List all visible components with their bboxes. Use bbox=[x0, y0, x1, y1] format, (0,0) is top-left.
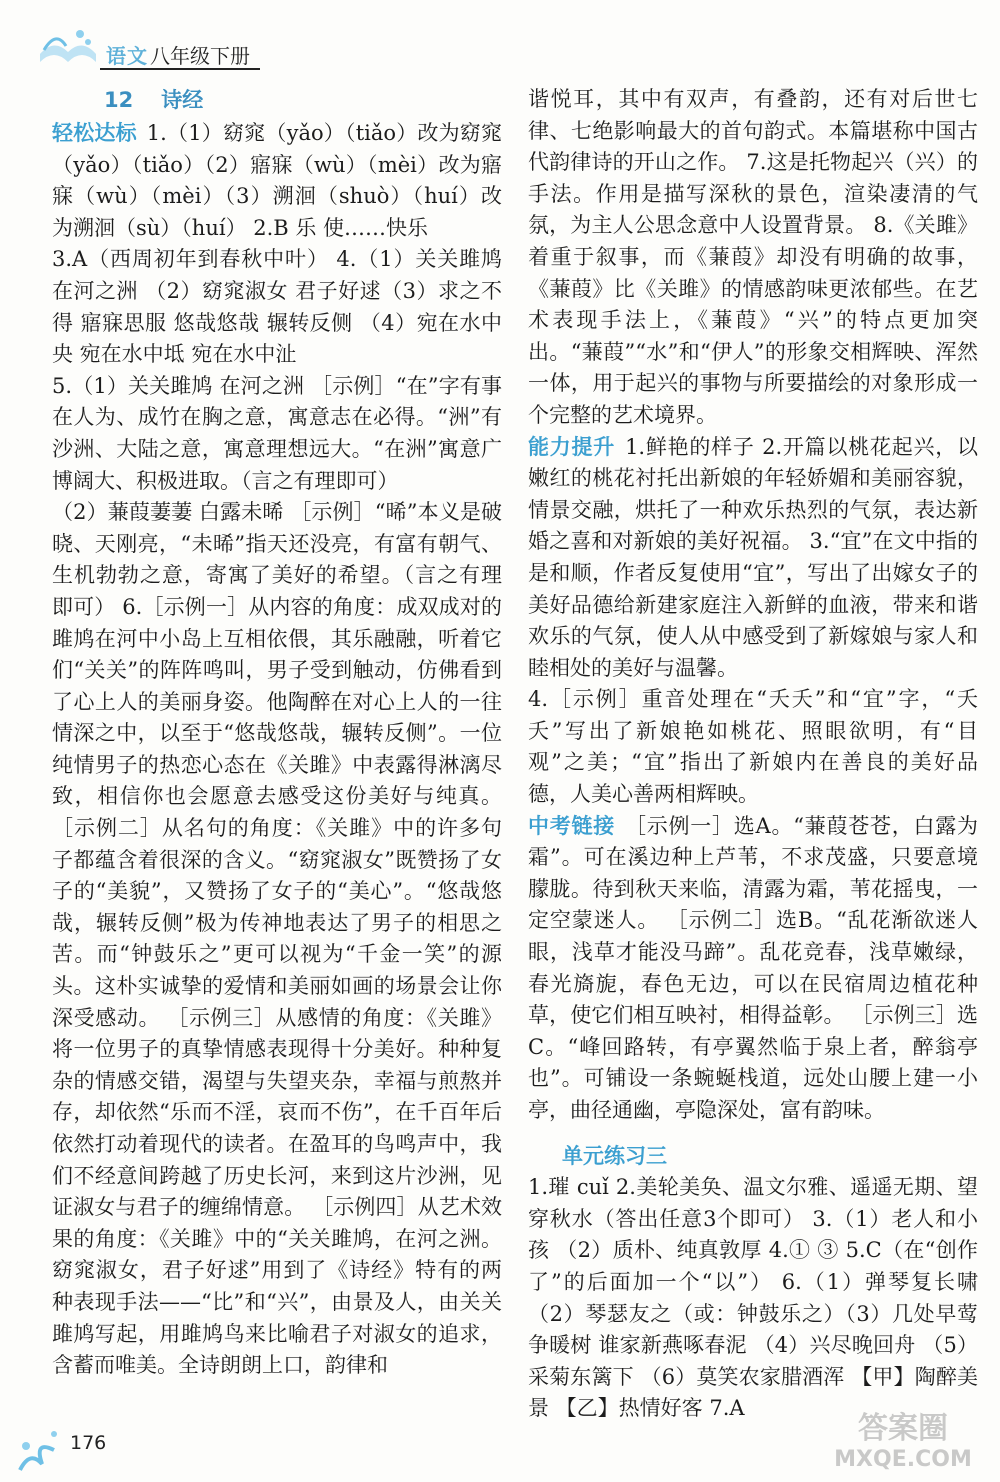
book-logo-icon bbox=[36, 24, 100, 68]
answer-text: 1.（1）窈窕（yǎo）（tiǎo）改为窈窕（yǎo）（tiǎo）（2）寤寐（wù）（mèi）改为寤寐（wù）（mèi）（3）溯洄（shuò）（huí）改为溯洄（sù）（huí） 2.B 乐 使……快乐 bbox=[52, 121, 502, 240]
answer-paragraph: 3.A（西周初年到春秋中叶） 4.（1）关关雎鸠在河之洲 （2）窈窕淑女 君子好逑（3）求之不得 寤寐思服 悠哉悠哉 辗转反侧 （4）宛在水中央 宛在水中坻 宛在水中沚 bbox=[52, 247, 502, 367]
watermark-text: 答案圈 bbox=[858, 1411, 948, 1446]
answer-text: 1.鲜艳的样子 2.开篇以桃花起兴，以嫩红的桃花衬托出新娘的年轻娇媚和美丽容貌，情景交融，烘托了一种欢乐热烈的气氛，表达新婚之喜和对新娘的美好祝福。 3.“宜”在文中指的是和顺，作者反复使用“宜”，写出了出嫁女子的美好品德给新建家庭注入新鲜的血液，带来和谐欢乐的气氛，使人从中感受到了新嫁娘与家人和睦相处的美好与温馨。 bbox=[528, 434, 979, 680]
watermark-logo bbox=[818, 1404, 988, 1474]
lesson-name: 诗经 bbox=[161, 88, 204, 112]
answer-text: ［示例一］选A。“蒹葭苍苍，白露为霜”。可在溪边种上芦苇，不求茂盛，只要意境朦胧。待到秋天来临，清露为霜，苇花摇曳，一定空蒙迷人。 ［示例二］选B。“乱花渐欲迷人眼，浅草才能没马蹄”。乱花竞春，浅草嫩绿，春光旖旎，春色无边，可以在民宿周边植花种草，使它们相互映衬，相得益彰。 ［示例三］选C。“峰回路转，有亭翼然临于泉上者，醉翁亭也”。可铺设一条蜿蜒栈道，远处山腰上建一小亭，曲径通幽，亭隐深处，富有韵味。 bbox=[528, 813, 979, 1122]
lesson-number: 12 bbox=[104, 88, 134, 112]
answer-paragraph bbox=[528, 432, 978, 685]
answer-paragraph: 4.［示例］重音处理在“夭夭”和“宜”字，“夭夭”写出了新娘艳如桃花、照眼欲明，有“目观”之美；“宜”指出了新娘内在善良的美好品德，人美心善两相辉映。 bbox=[528, 687, 978, 807]
splash-decoration-icon bbox=[14, 1420, 70, 1476]
left-column bbox=[52, 84, 502, 1382]
lesson-title bbox=[52, 84, 502, 114]
subject-label: 语文 bbox=[106, 44, 148, 68]
watermark-url: MXQE.COM bbox=[834, 1447, 972, 1472]
right-column bbox=[528, 84, 978, 1425]
answer-paragraph: 5.（1）关关雎鸠 在河之洲 ［示例］“在”字有事在人为、成竹在胸之意，寓意志在必得。“洲”有沙洲、大陆之意，寓意理想远大。“在洲”寓意广博阔大、积极进取。（言之有理即可） bbox=[52, 373, 502, 493]
header-divider bbox=[100, 68, 260, 70]
grade-label: 八年级下册 bbox=[150, 44, 250, 68]
answer-paragraph bbox=[52, 118, 502, 244]
answer-paragraph: （2）蒹葭萋萋 白露未晞 ［示例］“晞”本义是破晓、天刚亮，“未晞”指天还没亮，有富有朝气、生机勃勃之意，寄寓了美好的希望。（言之有理即可） 6.［示例一］从内容的角度：成双成对的雎鸠在河中小岛上互相依偎，其乐融融，听着它们“关关”的阵阵鸣叫，男子受到触动，仿佛看到了心上人的美丽身姿。他陶醉在对心上人的一往情深之中，以至于“悠哉悠哉，辗转反侧”。一位纯情男子的热恋心态在《关雎》中表露得淋漓尽致，相信你也会愿意去感受这份美好与纯真。 ［示例二］从名句的角度：《关雎》中的许多句子都蕴含着很深的含义。“窈窕淑女”既赞扬了女子的“美貌”，又赞扬了女子的“美心”。“悠哉悠哉，辗转反侧”极为传神地表达了男子的相思之苦。而“钟鼓乐之”更可以视为“千金一笑”的源头。这朴实诚挚的爱情和美丽如画的场景会让你深受感动。 ［示例三］从感情的角度：《关雎》将一位男子的真挚情感表现得十分美好。种种复杂的情感交错，渴望与失望夹杂，幸福与煎熬并存，却依然“乐而不淫，哀而不伤”，在千百年后依然打动着现代的读者。在盈耳的鸟鸣声中，我们不经意间跨越了历史长河，来到这片沙洲，见证淑女与君子的缠绵情意。 ［示例四］从艺术效果的角度：《关雎》中的“关关雎鸠，在河之洲。窈窕淑女，君子好逑”用到了《诗经》特有的两种表现手法——“比”和“兴”，由景及人，由关关雎鸠写起，用雎鸠鸟来比喻君子对淑女的追求，含蓄而唯美。全诗朗朗上口，韵律和 bbox=[52, 500, 502, 1378]
section-tag-exam: 中考链接 bbox=[528, 813, 616, 838]
section-tag-easy: 轻松达标 bbox=[52, 121, 137, 145]
section-tag-ability: 能力提升 bbox=[528, 434, 616, 459]
answer-paragraph: 1.璀 cuǐ 2.美轮美奂、温文尔雅、遥遥无期、望穿秋水（答出任意3个即可） 3.（1）老人和小孩 （2）质朴、纯真敦厚 4.① ③ 5.C（在“创作了”的后面加一个“以”） 6.（1）弹琴复长啸 （2）琴瑟友之（或：钟鼓乐之）（3）几处早莺争暖树 谁家新燕啄春泥 （4）兴尽晚回舟 （5）采菊东篱下 （6）莫笑农家腊酒浑 【甲】陶醉美景 【乙】热情好客 7.A bbox=[528, 1175, 978, 1421]
answer-paragraph: 谐悦耳，其中有双声，有叠韵，还有对后世七律、七绝影响最大的首句韵式。本篇堪称中国古代韵律诗的开山之作。 7.这是托物起兴（兴）的手法。作用是描写深秋的景色，渲染凄清的气氛，为主人公思念意中人设置背景。 8.《关雎》着重于叙事，而《蒹葭》却没有明确的故事，《蒹葭》比《关雎》的情感韵味更浓郁些。在艺术表现手法上，《蒹葭》“兴”的特点更加突出。“蒹葭”“水”和“伊人”的形象交相辉映、浑然一体，用于起兴的事物与所要描绘的对象形成一个完整的艺术境界。 bbox=[528, 87, 978, 427]
page-header bbox=[0, 0, 1000, 80]
unit-exercise-title: 单元练习三 bbox=[562, 1143, 667, 1168]
page-number: 176 bbox=[70, 1432, 107, 1454]
answer-paragraph bbox=[528, 811, 978, 1127]
